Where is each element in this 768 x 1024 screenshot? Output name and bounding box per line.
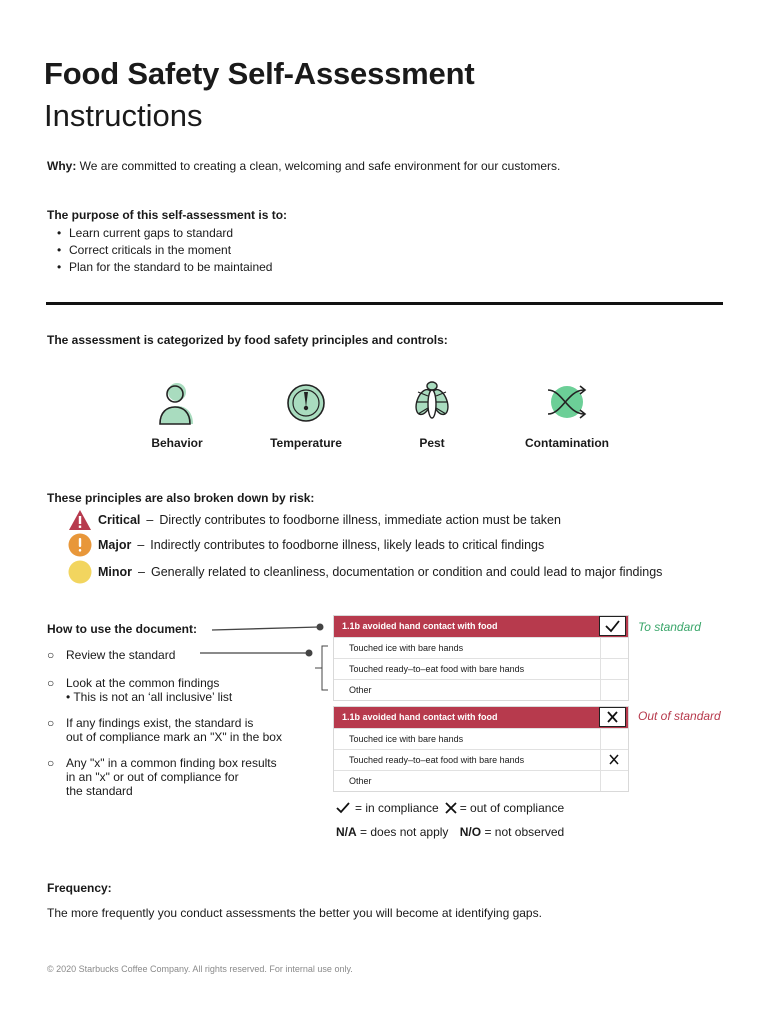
risk-critical — [68, 508, 561, 532]
purpose-heading: The purpose of this self-assessment is to: — [47, 208, 288, 222]
circle-bullet-icon: ○ — [47, 756, 55, 770]
category-temperature — [246, 380, 366, 450]
risk-minor — [68, 560, 662, 584]
risk-major — [68, 533, 544, 557]
finding-row — [334, 658, 628, 679]
x-mark-icon — [444, 802, 458, 814]
checkbox[interactable] — [600, 750, 628, 770]
check-icon — [600, 617, 625, 635]
categories-heading: The assessment is categorized by food safety principles and controls: — [47, 333, 448, 347]
risk-name: Minor — [98, 565, 133, 579]
risk-dash: – — [146, 513, 154, 527]
finding-text: Touched ice with bare hands — [349, 643, 464, 653]
exclamation-circle-icon — [68, 533, 92, 557]
compliance-legend — [336, 801, 564, 815]
standard-title: 1.1b avoided hand contact with food — [342, 712, 498, 722]
checkbox[interactable] — [599, 707, 626, 727]
connector-lines — [200, 618, 335, 698]
why-text: We are committed to creating a clean, welcoming and safe environment for our customers. — [79, 159, 561, 173]
section-divider — [46, 302, 723, 305]
finding-text: Other — [349, 685, 372, 695]
risk-description: Directly contributes to foodborne illness, immediate action must be taken — [159, 513, 561, 527]
checkbox[interactable] — [600, 771, 628, 791]
standard-title: 1.1b avoided hand contact with food — [342, 621, 498, 631]
list-item: • Plan for the standard to be maintained — [57, 259, 272, 276]
finding-text: Touched ice with bare hands — [349, 734, 464, 744]
checkbox[interactable] — [600, 729, 628, 749]
checkbox[interactable] — [600, 659, 628, 679]
page-title: Food Safety Self-Assessment — [44, 56, 475, 91]
category-behavior — [117, 380, 237, 450]
finding-row — [334, 770, 628, 791]
category-pest — [372, 380, 492, 450]
finding-row — [334, 637, 628, 658]
x-mark-icon — [600, 708, 625, 726]
list-item: • Correct criticals in the moment — [57, 242, 272, 259]
out-of-standard-label: Out of standard — [638, 709, 721, 723]
na-label: N/A — [336, 825, 357, 839]
standard-header — [334, 616, 628, 637]
howto-step-text: in an "x" or out of compliance for — [66, 770, 239, 784]
list-item: • Learn current gaps to standard — [57, 225, 272, 242]
frequency-heading: Frequency: — [47, 881, 112, 895]
howto-step-text: Look at the common findings — [66, 676, 220, 690]
category-contamination — [507, 380, 627, 450]
risk-dash: – — [138, 565, 145, 579]
howto-step-text: If any findings exist, the standard is — [66, 716, 254, 730]
checkbox[interactable] — [600, 638, 628, 658]
howto-step — [47, 716, 282, 744]
cross-contamination-icon — [544, 380, 590, 426]
thermometer-dial-icon — [284, 380, 328, 426]
howto-step-text: the standard — [66, 784, 133, 798]
finding-text: Touched ready–to–eat food with bare hands — [349, 664, 525, 674]
howto-step — [47, 648, 175, 662]
x-mark-icon — [601, 750, 628, 770]
finding-row — [334, 679, 628, 700]
circle-bullet-icon: ○ — [47, 648, 55, 662]
why-statement — [47, 159, 560, 173]
why-label: Why: — [47, 159, 77, 173]
circle-bullet-icon: ○ — [47, 676, 55, 690]
category-label: Contamination — [525, 436, 609, 450]
howto-heading: How to use the document: — [47, 622, 197, 636]
purpose-list — [57, 225, 272, 276]
risk-name: Critical — [98, 513, 141, 527]
risk-description: Generally related to cleanliness, documentation or condition and could lead to major findings — [150, 565, 663, 579]
na-no-legend — [336, 825, 564, 839]
fly-icon — [410, 380, 454, 426]
legend-check-text: = in compliance — [355, 801, 439, 815]
checkbox[interactable] — [599, 616, 626, 636]
no-text: = not observed — [484, 825, 565, 839]
circle-bullet-icon: ○ — [47, 716, 55, 730]
legend-x-text: = out of compliance — [459, 801, 565, 815]
person-icon — [155, 380, 199, 426]
category-label: Pest — [419, 436, 445, 450]
finding-text: Touched ready–to–eat food with bare hands — [349, 755, 525, 765]
finding-text: Other — [349, 776, 372, 786]
howto-step — [47, 756, 277, 798]
example-table-to-standard — [333, 615, 629, 701]
finding-row — [334, 749, 628, 770]
risk-description: Indirectly contributes to foodborne illness, likely leads to critical findings — [150, 538, 545, 552]
to-standard-label: To standard — [638, 620, 701, 634]
howto-step-text: Any "x" in a common finding box results — [66, 756, 277, 770]
na-text: = does not apply — [360, 825, 449, 839]
copyright-footer: © 2020 Starbucks Coffee Company. All rights reserved. For internal use only. — [47, 964, 353, 974]
category-label: Behavior — [151, 436, 203, 450]
howto-step-text: Review the standard — [66, 648, 176, 662]
checkbox[interactable] — [600, 680, 628, 700]
check-icon — [336, 802, 350, 814]
warning-triangle-icon — [68, 509, 92, 531]
frequency-text: The more frequently you conduct assessments the better you will become at identifying gaps. — [47, 906, 542, 920]
howto-step-text: out of compliance mark an "X" in the box — [66, 730, 282, 744]
risk-dash: – — [137, 538, 145, 552]
category-label: Temperature — [270, 436, 342, 450]
page-subtitle: Instructions — [44, 98, 203, 133]
example-table-out-of-standard — [333, 706, 629, 792]
circle-icon — [68, 560, 92, 584]
finding-row — [334, 728, 628, 749]
risk-heading: These principles are also broken down by risk: — [47, 491, 315, 505]
howto-step-note: • This is not an ‘all inclusive’ list — [66, 690, 233, 704]
risk-name: Major — [98, 538, 132, 552]
standard-header — [334, 707, 628, 728]
no-label: N/O — [459, 825, 482, 839]
